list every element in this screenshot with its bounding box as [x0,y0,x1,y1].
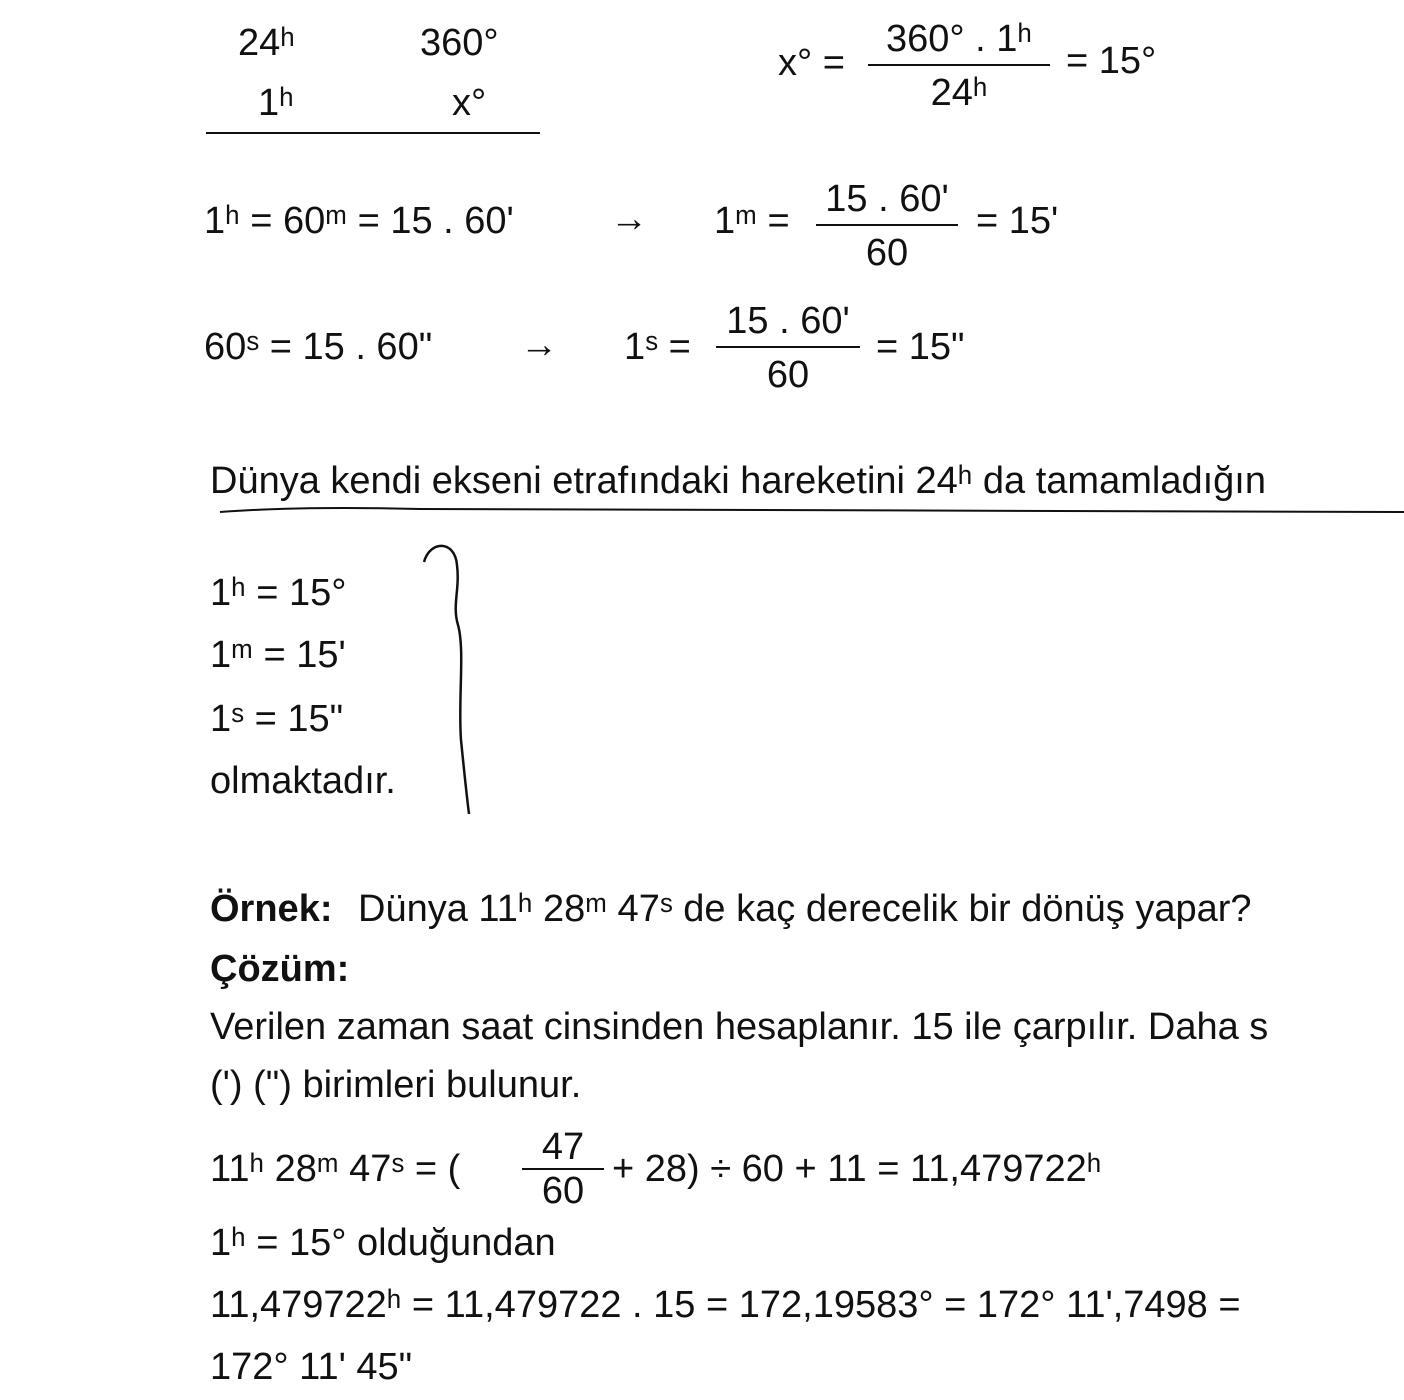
proportion-360deg: 360° [420,22,499,64]
example-label: Örnek: [210,888,333,930]
calc-lhs: 11ʰ 28ᵐ 47ˢ = ( [210,1148,461,1190]
statement-text: Dünya kendi ekseni etrafındaki hareketini 24ʰ da tamamladığın [210,460,1266,502]
result-denominator: 24ʰ [930,72,988,114]
solution-line-2: (') (") birimleri bulunur. [210,1064,582,1106]
summary-line-2: 1ᵐ = 15' [210,634,346,676]
solution-line-3: 1ʰ = 15° olduğundan [210,1222,556,1264]
calc-numerator: 47 [541,1126,585,1168]
second-mid: 1ˢ = [624,326,691,368]
summary-line-3: 1ˢ = 15" [210,698,344,740]
second-denominator: 60 [766,354,810,396]
solution-line-5: 172° 11' 45" [210,1346,413,1388]
solution-line-1: Verilen zaman saat cinsinden hesaplanır. 15 ile çarpılır. Daha s [210,1006,1269,1048]
summary-brace [424,546,469,814]
result-numerator: 360° . 1ʰ [886,18,1032,60]
proportion-1h: 1ʰ [258,82,294,124]
second-numerator: 15 . 60' [726,300,850,342]
second-arrow: → [520,324,558,366]
minute-arrow: → [610,198,648,240]
calc-denominator: 60 [541,1170,585,1212]
minute-rhs: = 15' [976,200,1059,242]
solution-line-4: 11,479722ʰ = 11,479722 . 15 = 172,19583° = 172° 11',7498 = [210,1284,1241,1326]
calc-rhs: + 28) ÷ 60 + 11 = 11,479722ʰ [612,1148,1102,1190]
second-lhs: 60ˢ = 15 . 60" [204,326,433,368]
minute-mid: 1ᵐ = [714,200,790,242]
summary-line-1: 1ʰ = 15° [210,572,347,614]
result-rhs: = 15° [1066,40,1157,82]
second-rhs: = 15" [876,326,965,368]
minute-numerator: 15 . 60' [825,178,949,220]
result-lhs: x° = [778,42,845,84]
minute-lhs: 1ʰ = 60ᵐ = 15 . 60' [204,200,514,242]
calc-fraction [522,1128,604,1210]
minute-denominator: 60 [865,232,909,274]
proportion-x: x° [452,82,487,124]
example-question: Dünya 11ʰ 28ᵐ 47ˢ de kaç derecelik bir dönüş yapar? [358,888,1252,930]
summary-line-4: olmaktadır. [210,760,396,802]
proportion-24h: 24ʰ [238,22,295,64]
solution-label: Çözüm: [210,948,350,990]
